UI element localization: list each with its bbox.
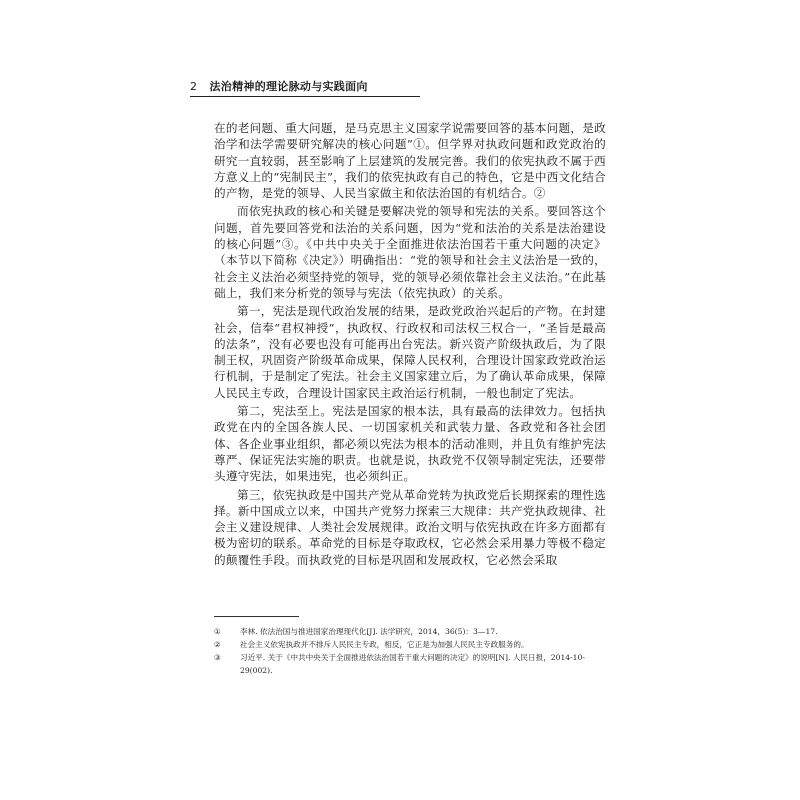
- footnote-text: 习近平. 关于《中共中央关于全面推进依法治国若干重大问题的决定》的说明[N]. 人民日报，2014-10-29(002).: [240, 653, 585, 675]
- footnote-text: 李林. 依法治国与推进国家治理现代化[J]. 法学研究，2014，36(5)：3—17.: [240, 627, 498, 636]
- footnote-mark: ③: [214, 653, 221, 662]
- body-text: [214, 120, 606, 568]
- footnote-separator: [214, 616, 299, 617]
- footnote: [214, 638, 606, 651]
- paragraph-point-two: 第二，宪法至上。宪法是国家的根本法，具有最高的法律效力。包括执政党在内的全国各族人民、一切国家机关和武装力量、各政党和各社会团体、各企业事业组织，都必须以宪法为根本的活动准则，并且负有维护宪法尊严、保证宪法实施的职责。也就是说，执政党不仅领导制定宪法，还要带头遵守宪法，如果违宪，也必须纠正。: [214, 404, 606, 484]
- footnote-mark: ①: [214, 627, 221, 636]
- footnote-text: 社会主义依宪执政并不排斥人民民主专政，相反，它正是为加强人民民主专政服务的。: [240, 640, 529, 649]
- paragraph-point-one: 第一，宪法是现代政治发展的结果，是政党政治兴起后的产物。在封建社会，信奉“君权神授”，执政权、行政权和司法权三权合一，“圣旨是最高的法条”，没有必要也没有可能再出台宪法。新兴资产阶级执政后，为了限制王权，巩固资产阶级革命成果，保障人民权利，合理设计国家政党政治运行机制，于是制定了宪法。社会主义国家建立后，为了确认革命成果，保障人民民主专政，合理设计国家民主政治运行机制，一般也制定了宪法。: [214, 304, 606, 400]
- footnote: [214, 651, 606, 677]
- footnote-mark: ②: [214, 640, 221, 649]
- footnote: [214, 625, 606, 638]
- page-number: 2: [190, 80, 197, 93]
- paragraph-point-three: 第三，依宪执政是中国共产党从革命党转为执政党后长期探索的理性选择。新中国成立以来，中国共产党努力探索三大规律：共产党执政规律、社会主义建设规律、人类社会发展规律。政治文明与依宪执政在许多方面都有极为密切的联系。革命党的目标是夺取政权，它必然会采用暴力等极不稳定的颠覆性手段。而执政党的目标是巩固和发展政权，它必然会采取: [214, 487, 606, 567]
- running-header: [190, 78, 420, 97]
- footnotes: [214, 625, 606, 677]
- running-header-title: 法治精神的理论脉动与实践面向: [209, 80, 368, 93]
- paragraph-continued: 在的老问题、重大问题，是马克思主义国家学说需要回答的基本问题，是政治学和法学需要研究解决的核心问题”①。但学界对执政问题和政党政治的研究一直较弱，甚至影响了上层建筑的发展完善。我们的依宪执政不属于西方意义上的“宪制民主”，我们的依宪执政有自己的特色，它是中西文化结合的产物，是党的领导、人民当家做主和依法治国的有机结合。②: [214, 121, 606, 201]
- paragraph-party-and-constitution: 而依宪执政的核心和关键是要解决党的领导和宪法的关系。要回答这个问题，首先要回答党和法治的关系问题，因为“党和法治的关系是法治建设的核心问题”③。《中共中央关于全面推进依法治国若干重大问题的决定》（本节以下简称《决定》）明确指出：“党的领导和社会主义法治是一致的，社会主义法治必须坚持党的领导，党的领导必须依靠社会主义法治。”在此基础上，我们来分析党的领导与宪法（依宪执政）的关系。: [214, 204, 606, 300]
